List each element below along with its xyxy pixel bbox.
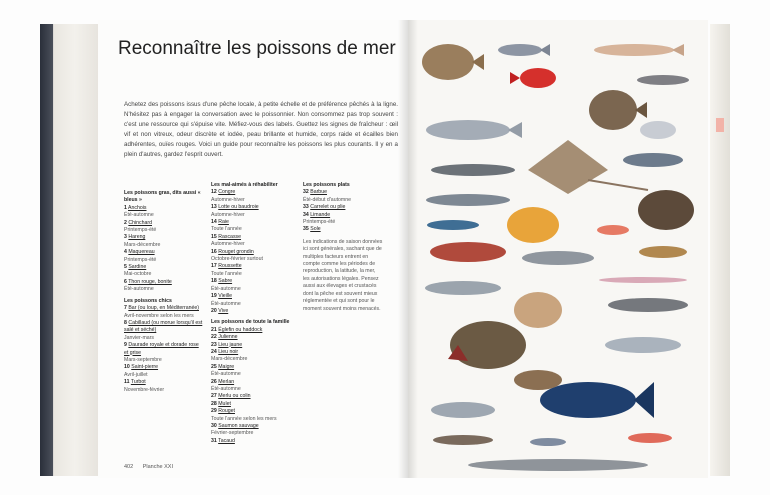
fish-season: Toute l'année (211, 226, 242, 233)
daurade-fish (640, 121, 676, 139)
fish-name: Hareng (128, 234, 146, 241)
fish-season: Novembre-février (124, 386, 165, 393)
fish-name: Lieu jaune (218, 341, 243, 348)
roussette-fish (608, 298, 688, 312)
fish-list-item (211, 349, 297, 364)
bar-fish (426, 120, 522, 140)
fish-list-item (211, 423, 297, 438)
fish-number: 14 (211, 219, 217, 226)
fish-number: 13 (211, 204, 217, 211)
page-number: 402 (124, 464, 134, 470)
fish-number: 16 (211, 248, 217, 255)
fish-number: 34 (303, 211, 309, 218)
fish-list-item (303, 189, 383, 204)
fish-list-item (124, 364, 204, 379)
fish-list-item (211, 408, 297, 423)
fish-list-item (211, 364, 297, 379)
fish-season: Été-début d'automne (303, 196, 351, 203)
fish-name: Rascasse (218, 233, 242, 240)
fish-list-item (211, 189, 297, 204)
fish-name: Chinchard (128, 219, 152, 226)
fish-season: Printemps-été (303, 219, 336, 226)
fish-number: 17 (211, 263, 217, 270)
limande-fish (507, 207, 559, 243)
fish-season: Février-septembre (211, 430, 254, 437)
julienne-fish (594, 44, 684, 56)
fish-season: Été-automne (211, 300, 241, 307)
fish-name: Bar (ou loup, en Méditerranée) (128, 305, 199, 312)
fish-number: 7 (124, 305, 127, 312)
fish-name: Saint-pierre (131, 364, 159, 371)
fish-list-item (124, 264, 204, 279)
fish-season: Toute l'année selon les mers (211, 415, 277, 422)
fish-number: 29 (211, 408, 217, 415)
fish-list-item (211, 234, 297, 249)
fish-list-item (124, 305, 204, 320)
fish-list-item (211, 379, 297, 394)
fish-name: Sole (310, 226, 321, 233)
fish-season: Été-automne (124, 212, 154, 219)
book-spine-edge (40, 24, 98, 476)
fish-number: 27 (211, 393, 217, 400)
fish-list-item (211, 308, 297, 315)
fish-number: 33 (303, 204, 309, 211)
column-1 (124, 186, 204, 394)
fish-number: 4 (124, 249, 127, 256)
fish-name: Saumon sauvage (218, 423, 259, 429)
fish-name: Cabillaud (ou morue lorsqu'il est salé et séché) (124, 319, 203, 334)
fish-number: 12 (211, 189, 217, 196)
haddock-fish (498, 44, 550, 56)
rouget-small-fish (628, 433, 672, 443)
fish-number: 19 (211, 293, 217, 300)
fish-list-item (303, 212, 383, 227)
fish-season: Mars-septembre (124, 356, 162, 363)
fish-season: Mars-décembre (124, 241, 161, 248)
fish-name: Thon rouge, bonite (128, 278, 172, 285)
fish-season: Janvier-mars (124, 334, 154, 341)
merlu-fish (426, 194, 510, 206)
rouget-fish (597, 225, 629, 235)
fish-name: Lieu noir (218, 348, 239, 355)
maquereau-fish (427, 220, 479, 230)
fish-season: Avril-juillet (124, 371, 148, 378)
fish-name: Églefin ou haddock (218, 326, 263, 333)
thon-fish (540, 382, 654, 418)
fish-name: Vieille (218, 293, 232, 300)
turbot-dark-fish (638, 190, 694, 230)
fish-number: 10 (124, 364, 130, 371)
fish-list-item (124, 234, 204, 249)
fish-list-item (211, 293, 297, 308)
congre-fish (431, 164, 515, 176)
saumon-fish (605, 337, 681, 353)
fish-season: Automne-hiver (211, 241, 245, 248)
sabre-fish (599, 277, 687, 283)
bookmark-tab (716, 118, 724, 132)
fish-name: Rouget (218, 408, 235, 415)
fish-season: Toute l'année (211, 270, 242, 277)
fish-number: 30 (211, 423, 217, 429)
fish-season: Mars-décembre (211, 356, 248, 363)
fish-name: Roussette (218, 263, 242, 270)
fish-number: 9 (124, 342, 127, 349)
fish-number: 2 (124, 219, 127, 226)
fish-name: Raie (218, 219, 229, 226)
fish-list-item (124, 379, 204, 394)
fish-number: 20 (211, 307, 217, 314)
fish-name: Turbot (130, 379, 146, 386)
fish-list-item (124, 220, 204, 235)
fish-list-item (211, 327, 297, 334)
fish-name: Congre (218, 189, 236, 196)
section-heading: Les mal-aimés à réhabiliter (211, 182, 278, 188)
fish-name: Carrelet ou plie (310, 204, 346, 211)
plate-label: Planche XXI (142, 464, 173, 470)
fish-number: 8 (124, 319, 127, 326)
fish-number: 1 (124, 204, 127, 211)
left-page (98, 20, 408, 478)
fish-list-item (211, 342, 297, 349)
intro-paragraph: Achetez des poissons issus d'une pêche locale, à petite échelle et de préférence pêchés à la ligne. N'hésitez pas à engager la conversation avec le poissonnier. Non consommez pas trop souvent : c'est une ressource qui s'épuise vite. Méfiez-vous des labels. Guettez les signes de fraîcheur : œil vif et non vitreux, odeur discrète et iodée, peau brillante et humide, corps raide et écailles bien adhérentes, ouïes rouges. Voici un guide pour reconnaître les poissons les plus courants. Il y en a plein d'autres, gardez l'esprit ouvert. (124, 101, 398, 159)
mulet-fish (425, 281, 501, 295)
fish-list-item (211, 334, 297, 341)
turbot-fish (422, 44, 484, 80)
fish-season: Mai-octobre (124, 271, 152, 278)
fish-name: Barbue (310, 189, 327, 196)
fish-number: 21 (211, 326, 217, 333)
fish-plate-illustration (408, 20, 708, 478)
book-gutter (398, 20, 418, 478)
fish-name: Rouget grondin (218, 248, 254, 255)
fish-season: Printemps-été (124, 256, 157, 263)
fish-list-item (211, 438, 297, 445)
fish-list (211, 327, 297, 446)
fish-season: Automne-hiver (211, 211, 245, 218)
lotte-fish (448, 321, 526, 369)
fish-list (211, 189, 297, 315)
fish-name: Tacaud (218, 437, 235, 444)
page-edge-right (710, 24, 730, 476)
fish-number: 5 (124, 264, 127, 271)
fish-number: 24 (211, 348, 217, 355)
fish-season: Été-automne (124, 286, 154, 293)
section-heading: Les poissons chics (124, 297, 172, 304)
fish-list-item (211, 219, 297, 234)
fish-list-item (303, 204, 383, 211)
anchois-fish (433, 435, 493, 445)
fish-list (124, 305, 204, 394)
sardine-fish (530, 438, 566, 446)
fish-list-item (211, 401, 297, 408)
eglefin-fish (431, 402, 495, 418)
barbue-fish (514, 292, 562, 328)
fish-name: Merlan (218, 378, 235, 385)
fish-name: Merlu ou colin (218, 393, 251, 400)
fish-number: 6 (124, 278, 127, 285)
ray-fish (528, 140, 648, 194)
fish-list-item (124, 320, 204, 342)
column-2 (211, 178, 297, 445)
merlan-fish (637, 75, 689, 85)
section-heading: Les poissons de toute la famille (211, 319, 290, 326)
fish-list-item (211, 278, 297, 293)
fish-season: Automne-hiver (211, 196, 245, 203)
fish-name: Sardine (128, 264, 147, 271)
fish-list (303, 189, 383, 233)
fish-number: 26 (211, 378, 217, 385)
fish-number: 11 (124, 379, 130, 386)
fish-list-item (211, 204, 297, 219)
fish-list-item (124, 249, 204, 264)
page-title: Reconnaître les poissons de mer (118, 38, 396, 59)
fish-list-item (124, 205, 204, 220)
right-page-illustration (408, 20, 708, 478)
fish-number: 28 (211, 400, 217, 407)
section-heading: Les poissons gras, dits aussi « bleus » (124, 190, 201, 204)
fish-season: Printemps-été (124, 227, 157, 234)
fish-number: 25 (211, 363, 217, 370)
fish-season: Avril-novembre selon les mers (124, 312, 194, 319)
fish-season: Été-automne (211, 285, 241, 292)
fish-name: Julienne (218, 334, 238, 341)
page-footer (124, 464, 181, 470)
fish-list-item (211, 249, 297, 264)
fish-number: 3 (124, 234, 127, 241)
lieu-noir-fish (522, 251, 594, 265)
fish-name: Maigre (218, 363, 235, 370)
fish-season: Été-automne (211, 385, 241, 392)
fish-season: Été-automne (211, 371, 241, 378)
season-note: Les indications de saison données ici sont générales, sachant que de multiples facteurs entrent en compte comme les périodes de reproduction, la latitude, la mer, les autorisations légales. Pensez aussi aux élevages et crustacés dont la pêche est souvent mieux réglementée et qui sont pour le moment souvent moins menacés. (303, 238, 383, 312)
fish-name: Sabre (218, 278, 233, 285)
rascasse-fish (510, 68, 556, 88)
fish-list (124, 205, 204, 294)
fish-name: Vive (218, 307, 229, 314)
fish-season: Octobre-février surtout (211, 256, 263, 263)
fish-list-item (211, 263, 297, 278)
section-heading: Les poissons plats (303, 182, 350, 188)
fish-number: 31 (211, 437, 217, 444)
fish-number: 35 (303, 226, 309, 233)
fish-number: 22 (211, 334, 217, 341)
congre-long-fish (468, 459, 648, 471)
open-book (40, 14, 730, 484)
vive-fish (639, 246, 687, 258)
fish-number: 23 (211, 341, 217, 348)
fish-name: Lotte ou baudroie (218, 204, 259, 211)
fish-name: Limande (310, 211, 331, 218)
fish-list-item (211, 393, 297, 400)
column-3 (303, 178, 383, 313)
lieu-fish (623, 153, 683, 167)
fish-name: Maquereau (128, 249, 155, 256)
fish-list-item (124, 342, 204, 364)
fish-name: Daurade royale et dorade rose et grise (124, 342, 199, 356)
fish-list-item (124, 279, 204, 294)
fish-name: Anchois (128, 204, 147, 211)
rouget-grondin-fish (430, 242, 506, 262)
fish-number: 18 (211, 278, 217, 285)
fish-number: 15 (211, 233, 217, 240)
sole-fish (514, 370, 562, 390)
fish-name: Mulet (218, 400, 231, 407)
fish-list-item (303, 226, 383, 233)
fish-number: 32 (303, 189, 309, 196)
saint-pierre-fish (589, 90, 647, 130)
